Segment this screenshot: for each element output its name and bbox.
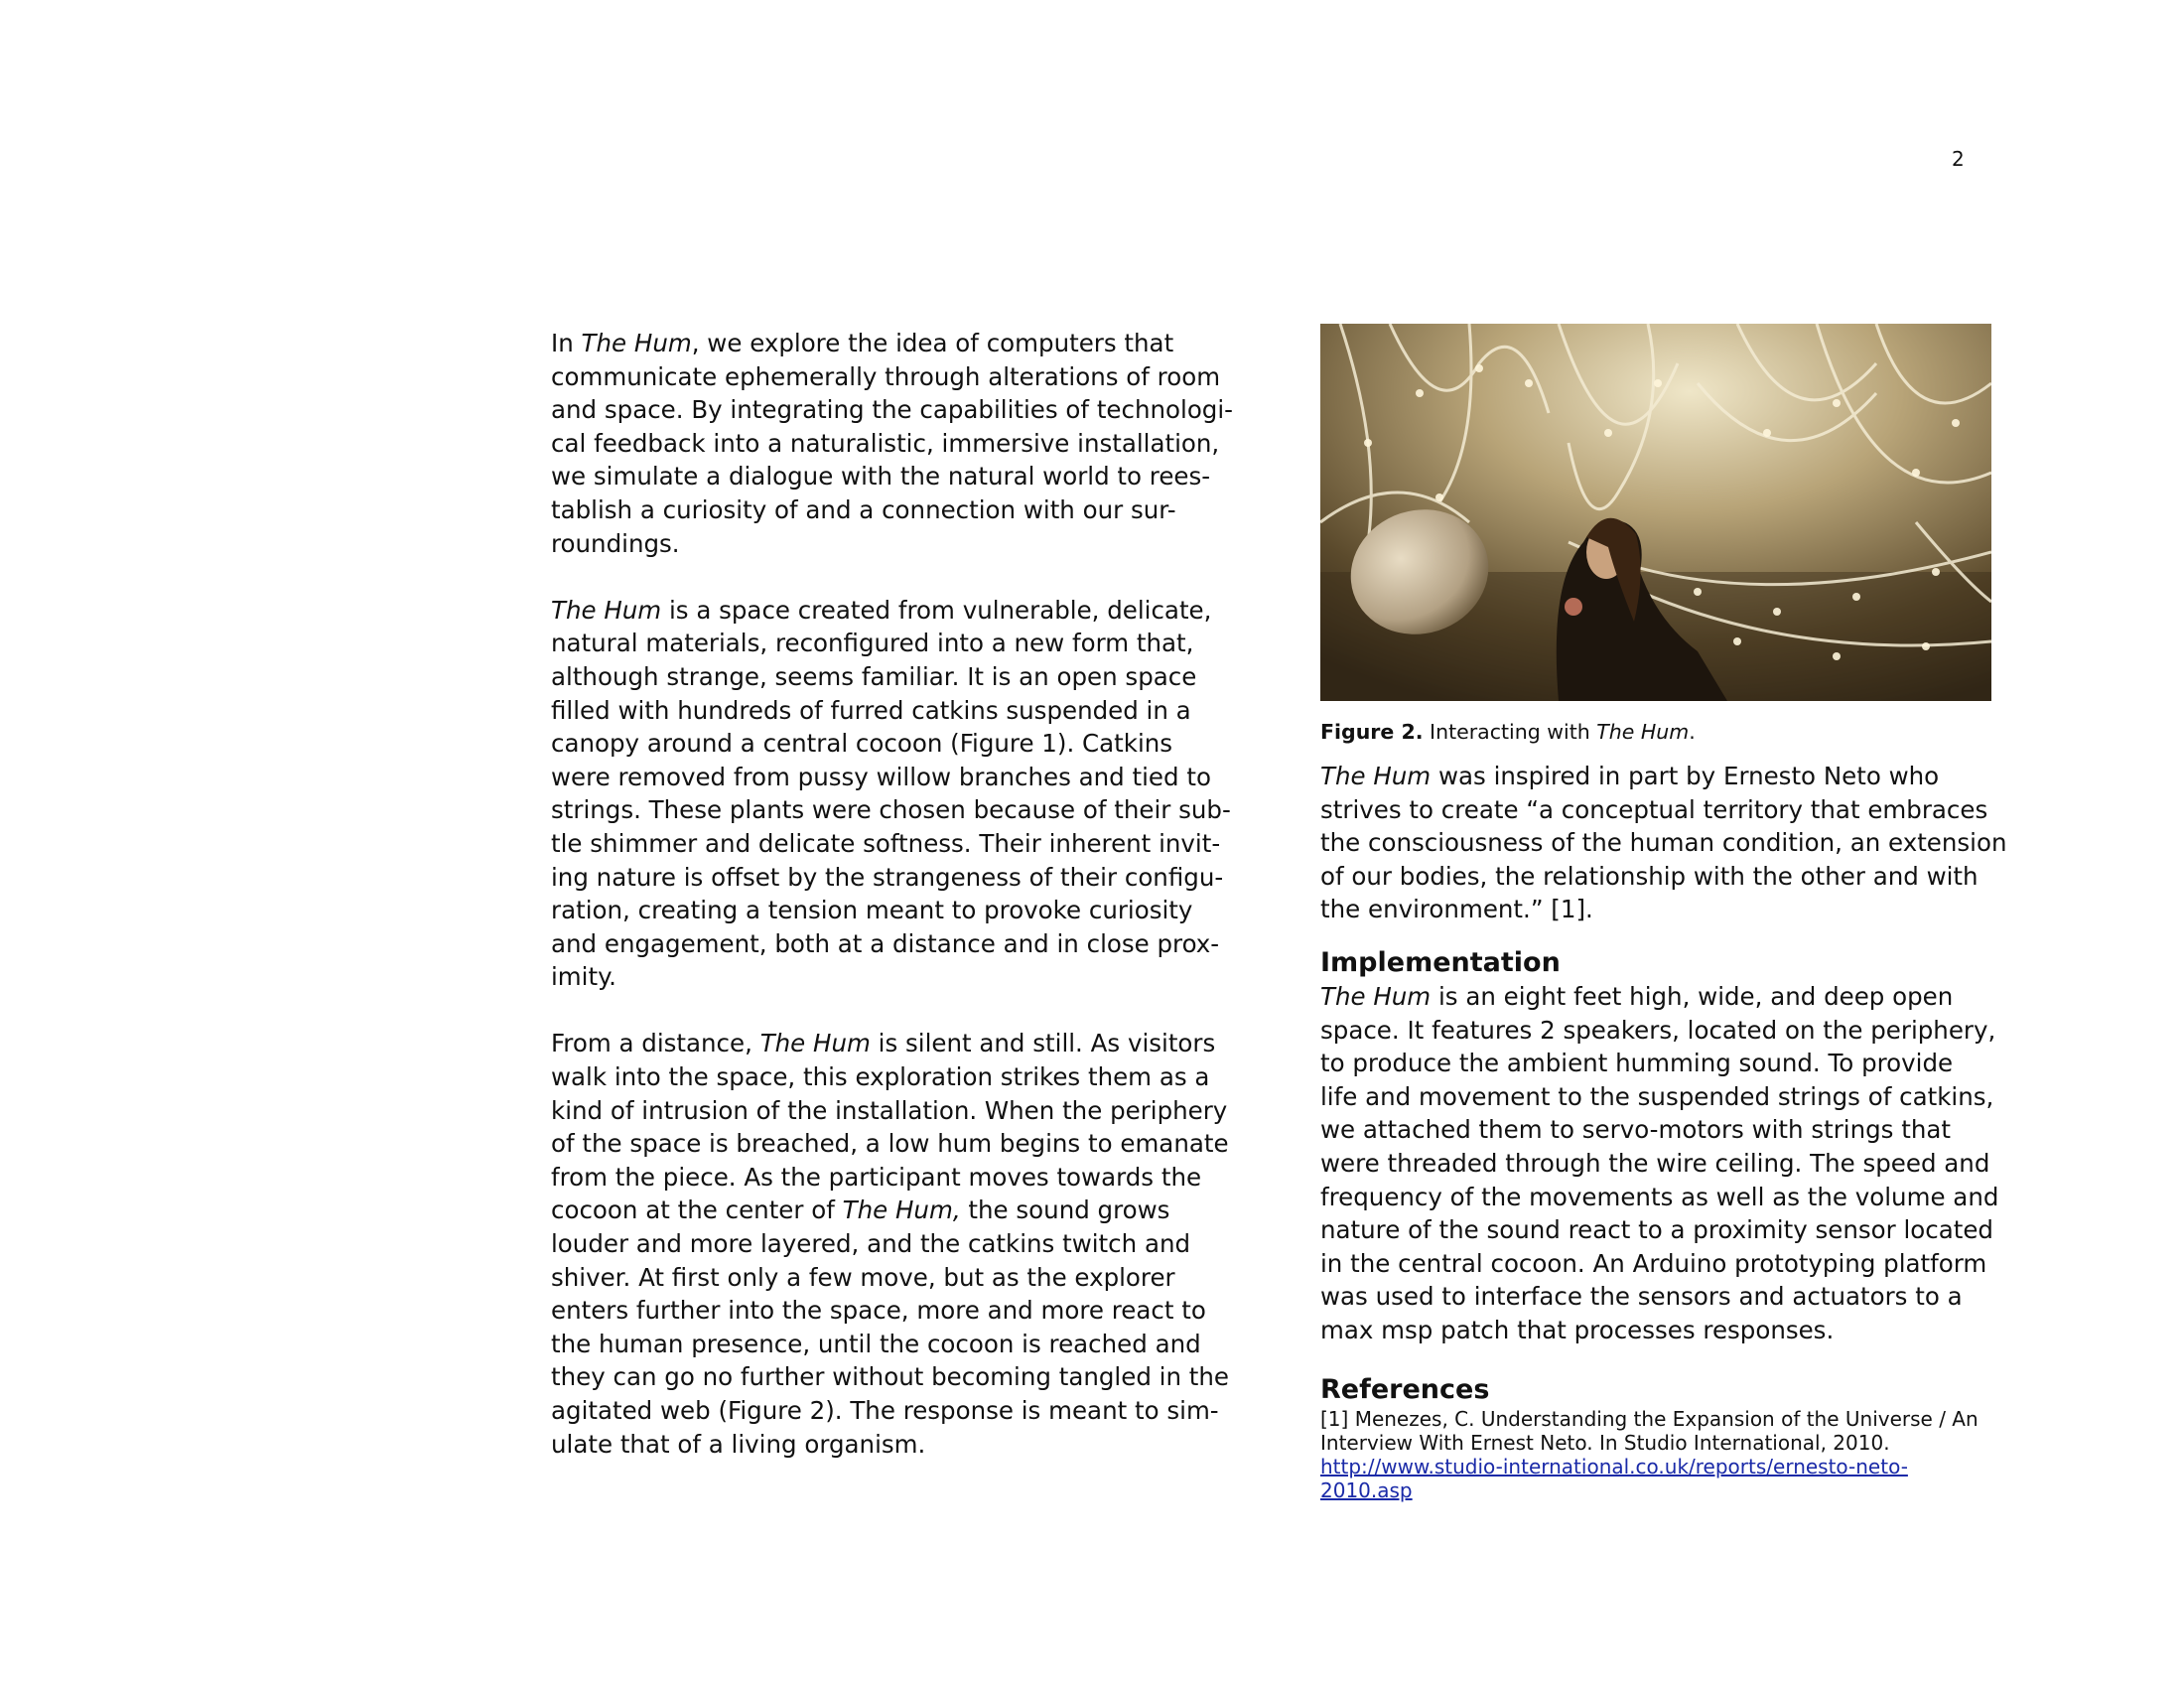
italic-title: The Hum	[581, 329, 692, 357]
text-line	[1320, 760, 1995, 793]
figure-2-caption	[1320, 719, 1995, 745]
text-run: was used to interface the sensors and actuators to a	[1320, 1282, 1963, 1312]
implementation-paragraph	[1320, 980, 1999, 1347]
text-line	[1320, 1181, 1999, 1214]
text-line	[551, 761, 1226, 794]
text-line	[551, 1161, 1226, 1195]
text-run: was inspired in part by Ernesto Neto who	[1431, 762, 1940, 790]
text-run: , we explore the idea of computers that	[691, 329, 1174, 357]
italic-title: The Hum	[551, 595, 662, 625]
text-line	[551, 1094, 1226, 1128]
text-line	[1320, 980, 1995, 1014]
text-run: kind of intrusion of the installation. When the periphery	[551, 1095, 1228, 1125]
text-run: the human presence, until the cocoon is reached and	[551, 1329, 1201, 1358]
text-run: imity.	[551, 962, 616, 992]
text-line	[551, 460, 1226, 493]
text-line	[551, 493, 1226, 527]
text-run: walk into the space, this exploration strikes them as a	[551, 1062, 1210, 1092]
text-line	[1320, 1113, 1995, 1147]
reference-line: [1] Menezes, C. Understanding the Expansion of the Universe / An	[1320, 1406, 1979, 1431]
text-run: shiver. At first only a few move, but as the explorer	[551, 1262, 1175, 1292]
text-line	[1320, 1247, 1995, 1281]
text-run: strings. These plants were chosen because of their sub-	[551, 795, 1231, 825]
reference-line: Interview With Ernest Neto. In Studio International, 2010.	[1320, 1430, 1890, 1455]
text-run: louder and more layered, and the catkins twitch and	[551, 1229, 1191, 1259]
text-line	[551, 861, 1226, 895]
text-line	[551, 427, 1226, 461]
text-run: ration, creating a tension meant to provoke curiosity	[551, 896, 1193, 925]
text-line	[551, 1428, 1226, 1462]
materials-paragraph	[551, 594, 1231, 994]
text-run: is silent and still. As visitors	[870, 1029, 1216, 1058]
text-line	[551, 1360, 1229, 1394]
text-line	[551, 360, 1226, 394]
text-run: filled with hundreds of furred catkins suspended in a	[551, 695, 1191, 725]
italic-title: The Hum	[1320, 762, 1432, 790]
text-run: and engagement, both at a distance and in close prox-	[551, 928, 1220, 958]
text-run: In	[551, 329, 582, 357]
text-line	[1320, 860, 1995, 894]
italic-title: The Hum	[1320, 981, 1432, 1011]
text-run: were threaded through the wire ceiling. The speed and	[1320, 1148, 1990, 1178]
text-line	[1320, 1314, 1995, 1347]
text-line	[551, 827, 1226, 861]
text-run: is a space created from vulnerable, delicate,	[661, 595, 1212, 625]
text-line	[1320, 793, 1995, 827]
text-run: cocoon at the center of	[551, 1196, 843, 1225]
text-run: From a distance,	[551, 1029, 760, 1058]
interaction-paragraph	[551, 1027, 1229, 1461]
figure-2-photo	[1320, 324, 1991, 701]
text-line	[551, 960, 1226, 994]
text-line	[551, 527, 1226, 561]
text-run: ing nature is offset by the strangeness of their configu-	[551, 862, 1224, 892]
text-run: natural materials, reconfigured into a new form that,	[551, 629, 1194, 658]
text-run: tablish a curiosity of and a connection with our sur-	[551, 494, 1176, 524]
text-line	[551, 894, 1226, 927]
text-line	[551, 1027, 1226, 1060]
reference-link[interactable]: http://www.studio-international.co.uk/reports/ernesto-neto-	[1320, 1454, 1908, 1478]
text-line	[551, 1227, 1226, 1261]
page-number: 2	[1952, 147, 1965, 171]
text-line	[1320, 893, 1995, 926]
text-run: cal feedback into a naturalistic, immersive installation,	[551, 428, 1220, 458]
text-run: strives to create “a conceptual territory that embraces	[1320, 794, 1988, 824]
text-run: they can go no further without becoming tangled in the	[551, 1362, 1229, 1392]
inspiration-paragraph	[1320, 760, 2007, 926]
text-line	[1320, 1014, 1995, 1048]
text-run: of our bodies, the relationship with the other and with	[1320, 861, 1979, 891]
text-line	[551, 793, 1231, 827]
caption-title: The Hum	[1596, 720, 1690, 744]
text-run: is an eight feet high, wide, and deep open	[1431, 981, 1954, 1011]
text-run: and space. By integrating the capabilities of technologi-	[551, 395, 1234, 425]
intro-paragraph	[551, 327, 1234, 560]
right-column	[1320, 324, 2007, 1502]
text-run: roundings.	[551, 528, 680, 558]
text-run: we simulate a dialogue with the natural world to rees-	[551, 462, 1211, 492]
text-line	[551, 1328, 1226, 1361]
text-run: frequency of the movements as well as the volume and	[1320, 1182, 1999, 1211]
text-run: although strange, seems familiar. It is an open space	[551, 661, 1197, 691]
text-line	[551, 660, 1226, 694]
text-line	[551, 927, 1226, 961]
italic-title: The Hum	[759, 1029, 871, 1058]
text-run: to produce the ambient humming sound. To provide	[1320, 1049, 1954, 1078]
text-run: the consciousness of the human condition, an extension	[1320, 828, 2007, 858]
text-line	[551, 727, 1226, 761]
text-line	[1320, 1147, 1995, 1181]
text-line	[1320, 1047, 1995, 1080]
text-line	[551, 1261, 1226, 1295]
text-run: canopy around a central cocoon (Figure 1). Catkins	[551, 729, 1173, 759]
text-run: of the space is breached, a low hum begins to emanate	[551, 1129, 1229, 1159]
text-line	[551, 694, 1226, 728]
text-run: max msp patch that processes responses.	[1320, 1315, 1835, 1344]
text-run: enters further into the space, more and more react to	[551, 1296, 1206, 1326]
text-line	[551, 627, 1226, 660]
text-run: ulate that of a living organism.	[551, 1429, 926, 1459]
text-run: we attached them to servo-motors with strings that	[1320, 1115, 1951, 1145]
text-run: life and movement to the suspended strings of catkins,	[1320, 1081, 1994, 1111]
figure-label: Figure 2.	[1320, 720, 1424, 744]
text-run: agitated web (Figure 2). The response is meant to sim-	[551, 1396, 1219, 1425]
text-run: tle shimmer and delicate softness. Their inherent invit-	[551, 828, 1221, 858]
text-run: space. It features 2 speakers, located on the periphery,	[1320, 1015, 1996, 1045]
text-run: were removed from pussy willow branches and tied to	[551, 762, 1211, 791]
text-line	[1320, 1213, 1995, 1247]
text-line	[551, 1194, 1226, 1227]
left-column	[551, 327, 1234, 1461]
text-run: the environment.” [1].	[1320, 895, 1593, 924]
text-line	[551, 1394, 1226, 1428]
reference-list	[1320, 1407, 1995, 1502]
references-heading: References	[1320, 1373, 1490, 1405]
italic-title: The Hum,	[842, 1196, 961, 1225]
text-run: from the piece. As the participant moves towards the	[551, 1162, 1202, 1192]
text-run: in the central cocoon. An Arduino prototyping platform	[1320, 1248, 1987, 1278]
caption-text: Interacting with	[1423, 720, 1597, 744]
text-line	[1320, 1280, 1995, 1314]
text-line	[551, 393, 1234, 427]
text-line	[551, 327, 1226, 360]
text-line	[551, 1294, 1226, 1328]
text-run: the sound grows	[960, 1196, 1170, 1225]
reference-link[interactable]: 2010.asp	[1320, 1477, 1413, 1502]
implementation-heading: Implementation	[1320, 946, 1561, 978]
caption-end: .	[1689, 720, 1696, 744]
text-run: communicate ephemerally through alterations of room	[551, 361, 1221, 391]
text-line	[551, 1127, 1229, 1161]
text-line	[551, 594, 1226, 628]
text-line	[1320, 1080, 1995, 1114]
text-line	[1320, 826, 2007, 860]
text-line	[551, 1060, 1226, 1094]
text-run: nature of the sound react to a proximity sensor located	[1320, 1215, 1993, 1245]
